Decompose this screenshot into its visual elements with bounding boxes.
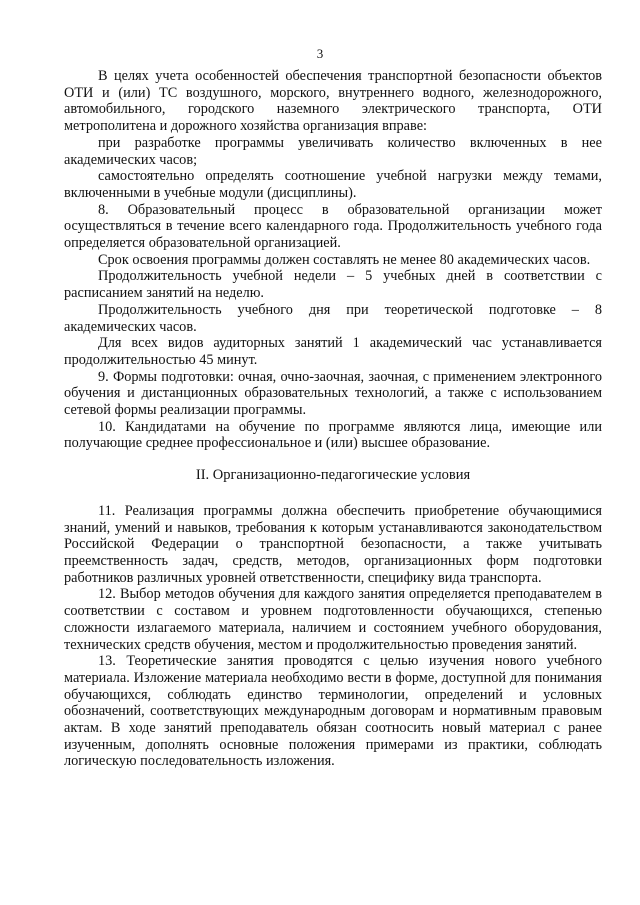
paragraph: 8. Образовательный процесс в образовательной организации может осуществляться в течение всего календарного года. Продолжительность учебного года определяется образовательной организацией. — [64, 201, 602, 252]
paragraph: 13. Теоретические занятия проводятся с целью изучения нового учебного материала. Изложение материала необходимо вести в форме, доступной для понимания обучающихся, соблюдать единство терминологии, определений и условных обозначений, соответствующих международным договорам и нормативным правовым актам. В ходе занятий преподаватель обязан соотносить новый материал с ранее изученным, дополнять основные положения примерами из практики, соблюдать логическую последовательность изложения. — [64, 653, 602, 770]
paragraph: при разработке программы увеличивать количество включенных в нее академических часов; — [64, 134, 602, 168]
document-body — [64, 68, 602, 770]
paragraph: Для всех видов аудиторных занятий 1 академический час устанавливается продолжительностью 45 минут. — [64, 335, 602, 368]
paragraph: самостоятельно определять соотношение учебной нагрузки между темами, включенными в учебные модули (дисциплины). — [64, 168, 602, 201]
paragraph: 10. Кандидатами на обучение по программе являются лица, имеющие или получающие среднее профессиональное и (или) высшее образование. — [64, 418, 602, 452]
paragraph: 11. Реализация программы должна обеспечить приобретение обучающимися знаний, умений и навыков, требования к которым устанавливаются законодательством Российской Федерации о транспортной безопасности, а также учитывать преемственность задач, средств, методов, организационных форм подготовки работников различных уровней ответственности, специфику вида транспорта. — [64, 502, 602, 586]
paragraph: 9. Формы подготовки: очная, очно-заочная, заочная, с применением электронного обучения и дистанционных образовательных технологий, а также с использованием сетевой формы реализации программы. — [64, 368, 602, 419]
paragraph: В целях учета особенностей обеспечения транспортной безопасности объектов ОТИ и (или) ТС воздушного, морского, внутреннего водного, железнодорожного, автомобильного, городского наземного электрического транспорта, ОТИ метрополитена и дорожного хозяйства организация вправе: — [64, 68, 602, 135]
paragraph: 12. Выбор методов обучения для каждого занятия определяется преподавателем в соответствии с составом и уровнем подготовленности обучающихся, степенью сложности излагаемого материала, наличием и состоянием учебного оборудования, технических средств обучения, местом и продолжительностью проведения занятий. — [64, 586, 602, 653]
paragraph: Продолжительность учебного дня при теоретической подготовке – 8 академических часов. — [64, 301, 602, 335]
paragraph: Продолжительность учебной недели – 5 учебных дней в соответствии с расписанием занятий на неделю. — [64, 268, 602, 302]
paragraph: Срок освоения программы должен составлять не менее 80 академических часов. — [98, 251, 591, 268]
page-number: 3 — [316, 46, 324, 61]
section-heading: II. Организационно-педагогические условия — [195, 467, 471, 484]
